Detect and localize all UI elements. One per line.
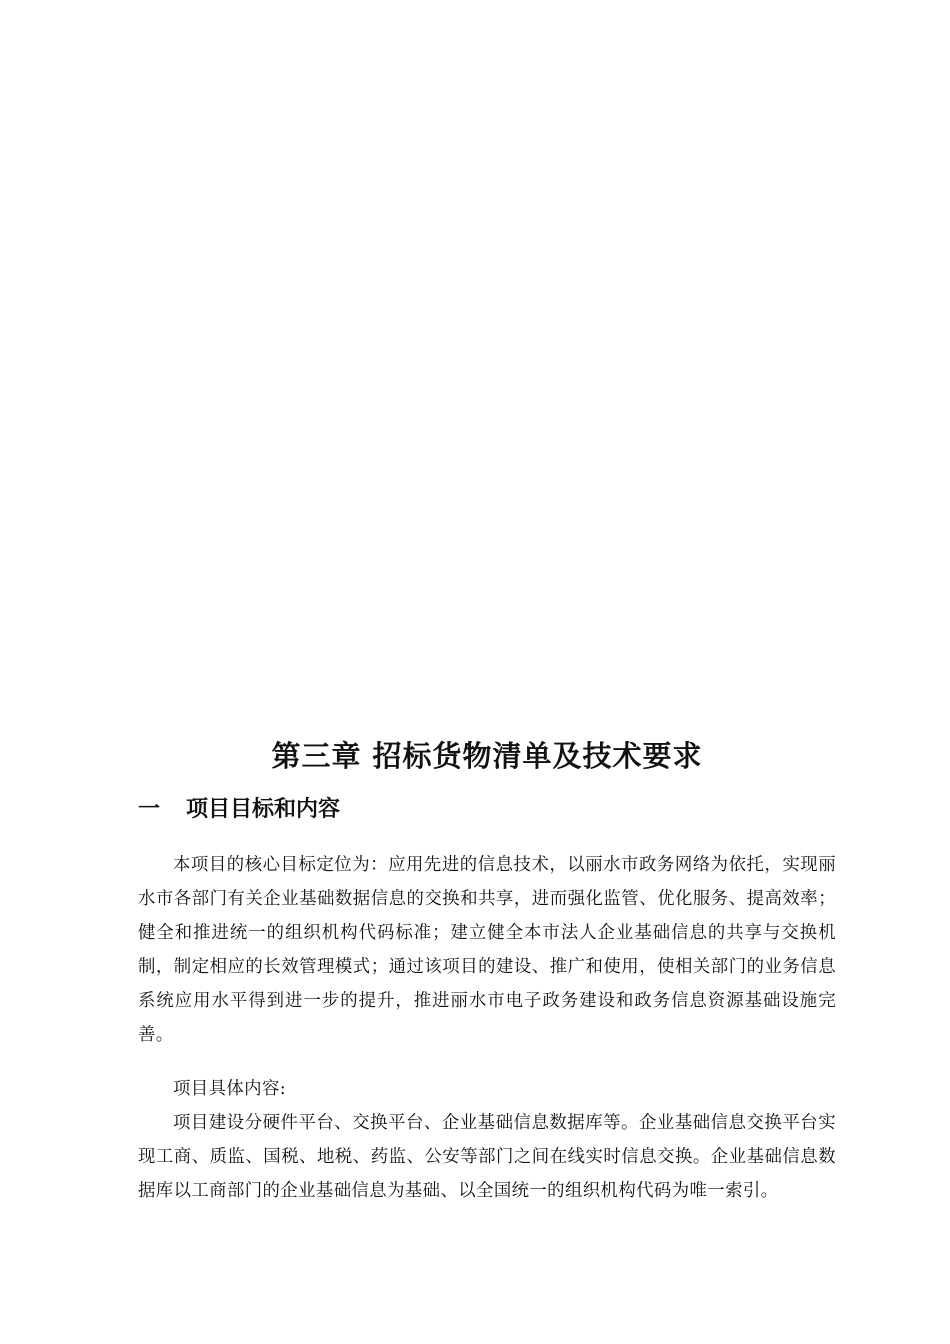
- chapter-title: 第三章 招标货物清单及技术要求: [271, 739, 703, 773]
- paragraph-objectives: 本项目的核心目标定位为：应用先进的信息技术，以丽水市政务网络为依托，实现丽水市各部门有关企业基础数据信息的交换和共享，进而强化监管、优化服务、提高效率；健全和推进统一的组织机构代码标准；建立健全本市法人企业基础信息的共享与交换机制，制定相应的长效管理模式；通过该项目的建设、推广和使用，使相关部门的业务信息系统应用水平得到进一步的提升，推进丽水市电子政务建设和政务信息资源基础设施完善。: [138, 855, 836, 1045]
- section-number: 一: [138, 796, 161, 822]
- section-title: 项目目标和内容: [186, 796, 341, 822]
- paragraph-content-heading: 项目具体内容:: [173, 1079, 287, 1099]
- section-heading: [138, 792, 340, 826]
- paragraph-content-detail: 项目建设分硬件平台、交换平台、企业基础信息数据库等。企业基础信息交换平台实现工商、质监、国税、地税、药监、公安等部门之间在线实时信息交换。企业基础信息数据库以工商部门的企业基础信息为基础、以全国统一的组织机构代码为唯一索引。: [138, 1113, 836, 1201]
